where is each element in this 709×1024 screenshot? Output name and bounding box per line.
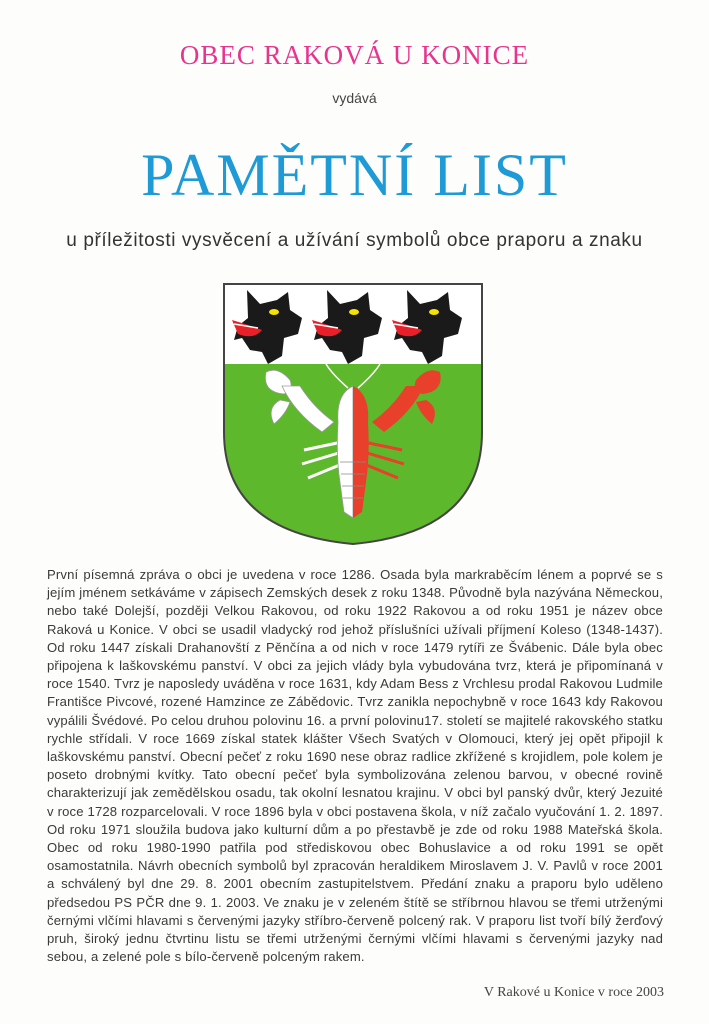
history-text: První písemná zpráva o obci je uvedena v roce 1286. Osada byla markraběcím lénem a poprvé se s jejím jménem setkáváme v zápisech Zemských desek z roku 1348. Původně byla nazývána Německou, nebo také Dolejší, později Velkou Rakovou, od roku 1922 Rakovou a od roku 1951 je název obce Raková u Konice. V obci se usadil vladycký rod jehož příslušníci užívali příjmení Koleso (1348-1437). Od roku 1447 získali Drahanovští z Pěnčína a od nich v roce 1479 rytíři ze Švábenic. Dále byla obec připojena k laškovskému panství. V obci za jejich vlády byla vybudována tvrz, která je připomínaná v roce 1540. Tvrz je naposledy uváděna v roce 1631, kdy Adam Bess z Vrchlesu prodal Rakovou Ludmile Františce Pivcové, rozené Hamzince ze Zábědovic. Tvrz zanikla nepochybně v roce 1643 kdy Rakovou vypálili Švédové. Po celou druhou polovinu 16. a první polovinu17. století se majitelé rakovského statku rychle střídali. V roce 1669 získal statek klášter Všech Svatých v Olomouci, který jej opět připojil k laškovskému panství. Obecní pečeť z roku 1690 nese obraz radlice zkřížené s krojidlem, pole kolem je poseto drobnými kvítky. Tato obecní pečeť byla symbolizována zelenou barvou, v obecné rovině charakterizují jak zemědělskou osadu, tak okolní lesnatou krajinu. V obci byl panský dvůr, který Jezuité v roce 1728 rozparcelovali. V roce 1896 byla v obci postavena škola, v níž začalo vyučování 1. 2. 1897. Od roku 1971 sloužila budova jako kulturní dům a po přestavbě je zde od roku 1988 Mateřská škola. Obec od roku 1980-1990 patřila pod střediskovou obec Bohuslavice a od roku 1991 se opět osamostatnila. Návrh obecních symbolů byl zpracován heraldikem Miroslavem J. V. Pavlů v roce 2001 a schválený byl dne 29. 8. 2001 obecním zastupitelstvem. Předání znaku a praporu bylo uděleno předsedou PS PČR dne 9. 1. 2003. Ve znaku je v zeleném štítě se stříbrnou hlavou se třemi utrženými černými vlčími hlavami s červenými jazyky stříbro-červeně polcený rak. V praporu list tvoří bílý žerďový pruh, široký jednu čtvrtinu listu se třemi utrženými černými vlčími hlavami s červenými jazyky nad sebou, a zelené pole s bílo-červeně polceným rakem. xyxy=(47,567,663,965)
document-title: PAMĚTNÍ LIST xyxy=(141,142,568,208)
place-and-date: V Rakové u Konice v roce 2003 xyxy=(483,985,664,1000)
issues-label: vydává xyxy=(332,90,377,106)
municipality-name: OBEC RAKOVÁ U KONICE xyxy=(179,40,530,70)
document-subtitle: u příležitosti vysvěcení a užívání symbolů obce praporu a znaku xyxy=(66,230,643,251)
coat-of-arms xyxy=(222,282,484,546)
